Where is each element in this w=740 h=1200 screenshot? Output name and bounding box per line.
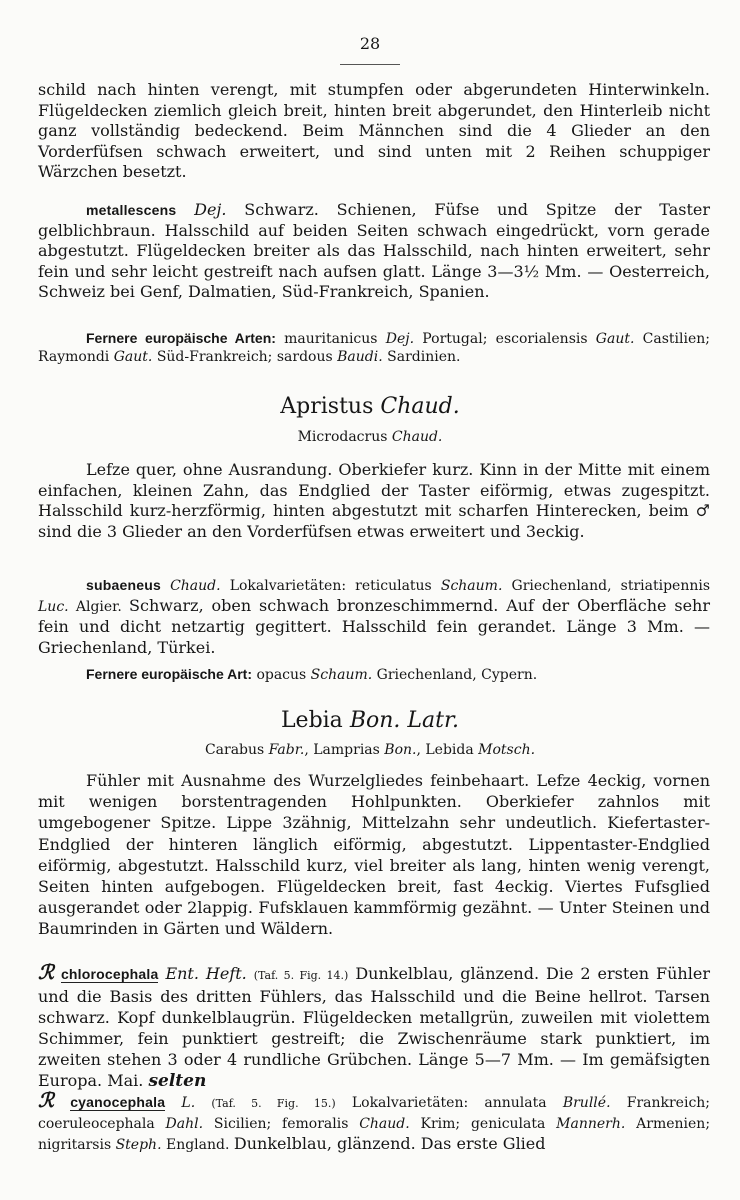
fernere-arten-1 <box>38 330 710 367</box>
fernere-label: Fernere europäische Art: <box>86 666 252 682</box>
local-varieties: Armenien; nigritarsis <box>38 1116 711 1153</box>
species-ref: Süd-Frankreich; sardous <box>156 348 333 365</box>
local-varieties: Sicilien; femoralis <box>213 1116 349 1132</box>
species-name: subaeneus <box>86 577 161 593</box>
species-author: Chaud. <box>170 578 221 594</box>
genus-description-lebia <box>38 770 710 940</box>
species-ref: Sardinien. <box>387 348 461 365</box>
handwritten-note: selten <box>148 1071 207 1091</box>
species-name: cyanocephala <box>70 1094 166 1110</box>
local-varieties: Krim; geniculata <box>420 1116 546 1132</box>
synonym: Carabus <box>204 742 265 758</box>
genus-title: Apristus <box>280 394 374 419</box>
local-varieties: England. <box>165 1137 230 1153</box>
species-author: Ent. Heft. <box>165 964 247 983</box>
species-subaeneus <box>38 576 710 659</box>
plate-reference: (Taf. 5. Fig. 14.) <box>253 969 349 982</box>
paragraph-text: schild nach hinten verengt, mit stumpfen oder abgerundeten Hinterwinkeln. Flügeldecken ziemlich gleich breit, hinten breit abgerundet, den Hinterleib nicht ganz vollständig bedeckend. Beim Männchen sind die 4 Glieder an den Vorderfüfsen schwach erweitert, und sind unten mit 2 Reihen schuppiger Wärzchen besetzt. <box>38 80 710 182</box>
species-ref: mauritanicus <box>284 331 378 347</box>
author-ref: Baudi. <box>337 348 383 365</box>
species-description: Dunkelblau, glänzend. Die 2 ersten Fühler und die Basis des dritten Fühlers, das Halsschild und die Beine hellrot. Tarsen schwarz. Kopf dunkelblaugrün. Flügeldecken metallgrün, zuweilen mit violettem Schimmer, fein punktiert gestreift; die Zwischenräume stark punktiert, im zweiten stehen 3 oder 4 rundliche Grübchen. Länge 5—7 Mm. — Im gemäfsigten Europa. Mai. <box>38 964 710 1090</box>
author-ref: Schaum. <box>440 578 503 594</box>
genus-author: Bon. Latr. <box>349 708 460 733</box>
handwritten-rarity-mark: ℛ <box>38 1088 54 1112</box>
species-description: Schwarz. Schienen, Füfse und Spitze der Taster gelblichbraun. Halsschild auf beiden Seiten schwach eingedrückt, vorn gerade abgestutzt. Flügeldecken breiter als das Halsschild, nach hinten erweitert, sehr fein und sehr leicht gestreift nach aufsen glatt. Länge 3—3½ Mm. — Oesterreich, Schweiz bei Genf, Dalmatien, Süd-Frankreich, Spanien. <box>38 200 710 302</box>
genus-description-apristus <box>38 460 710 542</box>
species-cyanocephala <box>38 1090 710 1155</box>
local-varieties: Lokalvarietäten: annulata <box>351 1095 547 1111</box>
genus-description: Lefze quer, ohne Ausrandung. Oberkiefer kurz. Kinn in der Mitte mit einem einfachen, kleinen Zahn, das Endglied der Taster eiförmig, etwas zugespitzt. Halsschild kurz-herzförmig, hinten abgestutzt mit scharfen Hinterecken, beim ♂ sind die 3 Glieder an den Vorderfüfsen etwas erweitert und 3eckig. <box>38 460 710 541</box>
species-author: L. <box>181 1095 196 1111</box>
author-ref: Mannerh. <box>556 1116 626 1132</box>
genus-synonym-lebia <box>0 742 740 758</box>
author-ref: Gaut. <box>113 348 153 365</box>
genus-heading-apristus <box>0 394 740 419</box>
species-description: Dunkelblau, glänzend. Das erste Glied <box>233 1134 546 1153</box>
species-ref: opacus <box>256 667 307 683</box>
species-name: chlorocephala <box>60 966 159 982</box>
species-chlorocephala <box>38 962 710 1092</box>
continuation-paragraph <box>38 80 710 183</box>
synonym-author: Bon. <box>384 742 417 758</box>
local-varieties: Algier. <box>75 599 122 615</box>
genus-synonym-apristus <box>0 429 740 445</box>
author-ref: Dahl. <box>165 1116 204 1132</box>
synonym-author: Chaud. <box>391 429 443 445</box>
species-metallescens <box>38 200 710 303</box>
plate-reference: (Taf. 5. Fig. 15.) <box>211 1097 336 1110</box>
local-varieties: Frankreich; coeruleocephala <box>38 1095 711 1132</box>
synonym: , Lamprias <box>304 742 380 758</box>
genus-author: Chaud. <box>380 394 460 419</box>
author-ref: Brullé. <box>562 1095 611 1111</box>
synonym-author: Motsch. <box>478 742 536 758</box>
species-ref: Portugal; escorialensis <box>422 331 588 347</box>
author-ref: Chaud. <box>359 1116 410 1132</box>
local-varieties: Griechenland, striatipennis <box>511 578 711 594</box>
author-ref: Luc. <box>38 599 69 615</box>
fernere-label: Fernere europäische Arten: <box>86 330 276 346</box>
page-number-rule <box>340 64 400 65</box>
species-description: Schwarz, oben schwach bronzeschimmernd. Auf der Oberfläche sehr fein und dicht netzartig gegittert. Halsschild fein gerandet. Länge 3 Mm. — Griechenland, Türkei. <box>38 596 711 657</box>
handwritten-rarity-mark: ℛ <box>38 960 54 984</box>
author-ref: Schaum. <box>310 667 373 683</box>
synonym-author: Fabr. <box>268 742 305 758</box>
author-ref: Gaut. <box>595 331 635 347</box>
genus-heading-lebia <box>0 708 740 733</box>
species-ref: Griechenland, Cypern. <box>376 667 538 683</box>
synonym: Microdacrus <box>297 429 388 445</box>
synonym: , Lebida <box>416 742 474 758</box>
page-number: 28 <box>359 34 381 53</box>
species-name: metallescens <box>86 202 177 218</box>
local-varieties: Lokalvarietäten: reticulatus <box>229 578 432 594</box>
author-ref: Dej. <box>385 331 415 347</box>
fernere-arten-2 <box>38 666 710 685</box>
genus-title: Lebia <box>280 708 343 733</box>
species-ref: Castilien; Raymondi <box>38 331 710 365</box>
species-author: Dej. <box>194 200 227 219</box>
author-ref: Steph. <box>115 1137 162 1153</box>
genus-description: Fühler mit Ausnahme des Wurzelgliedes feinbehaart. Lefze 4eckig, vornen mit wenigen borstentragenden Hohlpunkten. Oberkiefer zahnlos mit umgebogener Spitze. Lippe 3zähnig, Mittelzahn sehr undeutlich. Kiefertaster-Endglied der hinteren länglich eiförmig, abgestutzt. Lippentaster-Endglied eiförmig, abgestutzt. Halsschild kurz, viel breiter als lang, hinten wenig verengt, Seiten hinten aufgebogen. Flügeldecken breit, fast 4eckig. Viertes Fufsglied ausgerandet oder 2lappig. Fufsklauen kammförmig gezähnt. — Unter Steinen und Baumrinden in Gärten und Wäldern. <box>38 771 710 939</box>
